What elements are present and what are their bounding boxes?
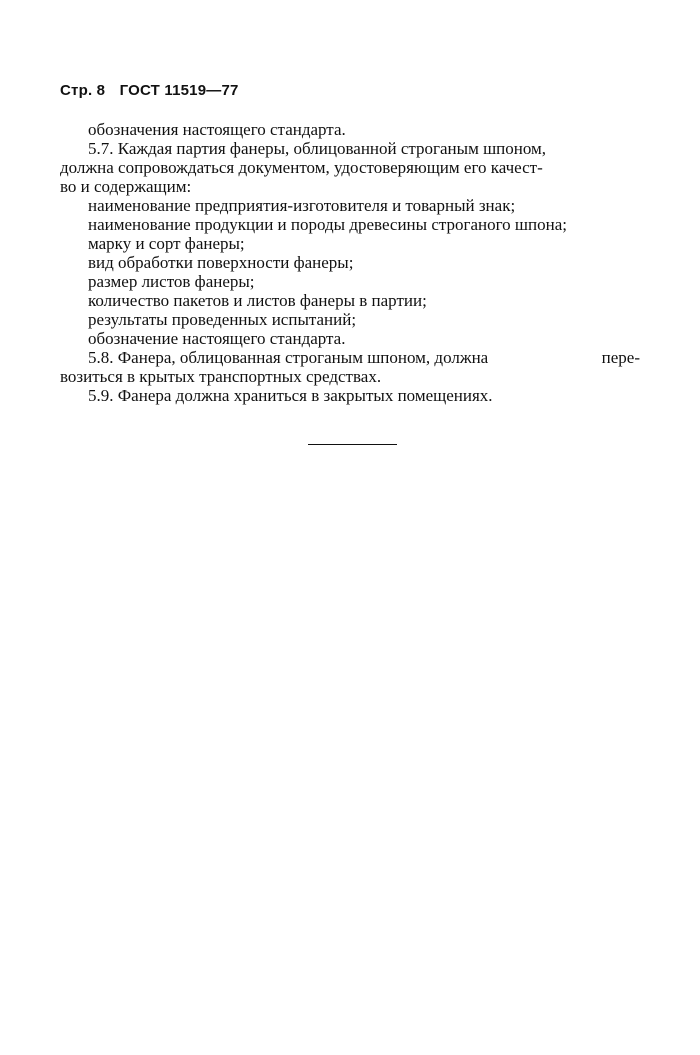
clause-5-9: 5.9. Фанера должна храниться в закрытых помещениях. [88, 386, 493, 405]
text-line: обозначения настоящего стандарта. [88, 120, 346, 139]
end-divider [308, 444, 397, 445]
standard-code: ГОСТ 11519—77 [119, 82, 239, 99]
list-item: наименование продукции и породы древесины строганого шпона; [88, 215, 567, 234]
text-span: пере- [601, 348, 640, 367]
list-item: наименование предприятия-изготовителя и товарный знак; [88, 196, 516, 215]
list-item: размер листов фанеры; [88, 272, 255, 291]
page-number: Стр. 8 [60, 82, 106, 99]
list-item: результаты проведенных испытаний; [88, 310, 357, 329]
text-line: должна сопровождаться документом, удостоверяющим его качест- [60, 158, 543, 177]
clause-5-7: 5.7. Каждая партия фанеры, облицованной строганым шпоном, [88, 139, 547, 158]
list-item: количество пакетов и листов фанеры в партии; [88, 291, 427, 310]
list-item: вид обработки поверхности фанеры; [88, 253, 354, 272]
text-line: возиться в крытых транспортных средствах. [60, 367, 382, 386]
list-item: марку и сорт фанеры; [88, 234, 245, 253]
text-span: 5.8. Фанера, облицованная строганым шпоном, должна [88, 348, 489, 367]
text-line: во и содержащим: [60, 177, 192, 196]
clause-5-8 [60, 348, 640, 367]
page-header [60, 82, 249, 99]
document-body [60, 120, 640, 405]
list-item: обозначение настоящего стандарта. [88, 329, 346, 348]
